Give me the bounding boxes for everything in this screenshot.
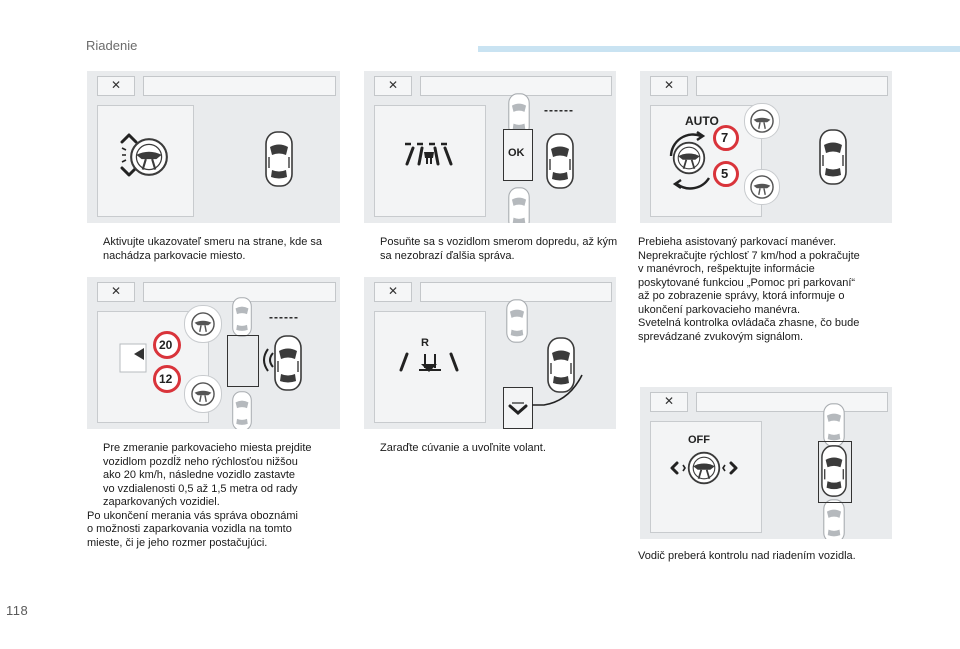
ok-label: OK bbox=[508, 147, 525, 159]
steering-wheel-off-icon bbox=[651, 422, 761, 532]
lower-wheel-indicator bbox=[184, 375, 222, 413]
parked-car-ghost-icon bbox=[822, 499, 846, 539]
instruction-3: Prebieha asistovaný parkovací manéver. Neprekračujte rýchlosť 7 km/hod a pokračujte v manévroch, rešpektujte informácie poskytované funkciou „Pomoc pri parkovaní“ až po zobrazenie správy, ktorá informuje o ukončení parkovacieho manévra. Svetelná kontrolka ovládača zhasne, čo bude sprevádzané zvukovým signálom. bbox=[638, 236, 860, 343]
off-label: OFF bbox=[688, 434, 710, 446]
bullet-icon bbox=[87, 442, 103, 456]
car-icon bbox=[264, 131, 294, 187]
close-button bbox=[374, 282, 412, 302]
upper-wheel-indicator bbox=[744, 103, 780, 139]
message-bar bbox=[696, 392, 888, 412]
parked-car-ghost-icon bbox=[231, 297, 253, 337]
upper-wheel-indicator bbox=[184, 305, 222, 343]
speed-limit-value: 12 bbox=[159, 372, 173, 386]
steering-wheel-icon bbox=[190, 311, 216, 337]
sensor-waves-icon bbox=[254, 345, 274, 375]
close-icon: ✕ bbox=[388, 78, 399, 92]
bullet-icon bbox=[364, 442, 380, 456]
instruction-2: Posuňte sa s vozidlom smerom dopredu, až kým sa nezobrazí ďalšia správa. bbox=[364, 236, 618, 263]
close-button bbox=[374, 76, 412, 96]
forward-lane-icon bbox=[375, 106, 485, 216]
steering-wheel-icon bbox=[749, 108, 775, 134]
illustration-panel-4 bbox=[87, 277, 340, 429]
car-icon bbox=[820, 445, 848, 497]
section-title: Riadenie bbox=[86, 38, 138, 53]
illustration-panel-2 bbox=[364, 71, 616, 223]
bullet-icon bbox=[87, 236, 103, 263]
close-icon: ✕ bbox=[111, 284, 122, 298]
illustration-panel-5 bbox=[364, 277, 616, 429]
page-number: 118 bbox=[6, 603, 29, 618]
instruction-1: Aktivujte ukazovateľ smeru na strane, kde sa nachádza parkovacie miesto. bbox=[87, 236, 342, 263]
close-icon: ✕ bbox=[111, 78, 122, 92]
car-icon bbox=[273, 335, 303, 391]
header-accent-bar bbox=[478, 46, 960, 52]
steering-wheel-icon bbox=[749, 174, 775, 200]
steering-wheel-icon bbox=[98, 106, 193, 216]
reverse-gear-label: R bbox=[421, 337, 429, 349]
parked-car-ghost-icon bbox=[231, 391, 253, 429]
instruction-5: Zaraďte cúvanie a uvoľnite volant. bbox=[364, 442, 618, 456]
steering-wheel-icon bbox=[190, 381, 216, 407]
reverse-lane-icon bbox=[375, 312, 485, 422]
message-bar bbox=[143, 76, 336, 96]
close-button bbox=[97, 282, 135, 302]
ok-box bbox=[503, 129, 533, 181]
close-icon: ✕ bbox=[664, 394, 675, 408]
speed-limit-value: 5 bbox=[721, 166, 729, 181]
car-icon bbox=[546, 337, 576, 393]
dashed-marker: ------ bbox=[269, 310, 299, 324]
parked-car-ghost-icon bbox=[505, 299, 529, 343]
dashed-marker: ------ bbox=[544, 103, 574, 117]
speed-limit-value: 20 bbox=[159, 338, 173, 352]
lower-wheel-indicator bbox=[744, 169, 780, 205]
close-icon: ✕ bbox=[664, 78, 675, 92]
auto-label: AUTO bbox=[685, 114, 719, 128]
car-icon bbox=[545, 133, 575, 189]
bullet-icon bbox=[364, 236, 380, 263]
message-bar bbox=[696, 76, 888, 96]
close-icon: ✕ bbox=[388, 284, 399, 298]
close-button bbox=[650, 392, 688, 412]
display-screen bbox=[374, 311, 486, 423]
close-button bbox=[650, 76, 688, 96]
illustration-panel-1 bbox=[87, 71, 340, 223]
car-icon bbox=[818, 129, 848, 185]
display-screen bbox=[650, 421, 762, 533]
instruction-4: Pre zmeranie parkovacieho miesta prejdite vozidlom pozdĺž neho rýchlosťou nižšou ako 20 km/h, následne vozidlo zastavte vo vzdialenosti 0,5 až 1,5 metra od rady zaparkovaných vozidiel. Po ukončení merania vás správa oboznámi o možnosti zaparkovania vozidla na tomto mieste, či je jeho rozmer postačujúci. bbox=[87, 442, 312, 549]
parked-car-ghost-icon bbox=[507, 187, 531, 223]
illustration-panel-6 bbox=[640, 387, 892, 539]
instruction-6: Vodič preberá kontrolu nad riadením vozidla. bbox=[638, 550, 856, 562]
display-screen bbox=[97, 105, 194, 217]
display-screen bbox=[374, 105, 486, 217]
close-button bbox=[97, 76, 135, 96]
speed-limit-value: 7 bbox=[721, 130, 729, 145]
illustration-panel-3 bbox=[640, 71, 892, 223]
